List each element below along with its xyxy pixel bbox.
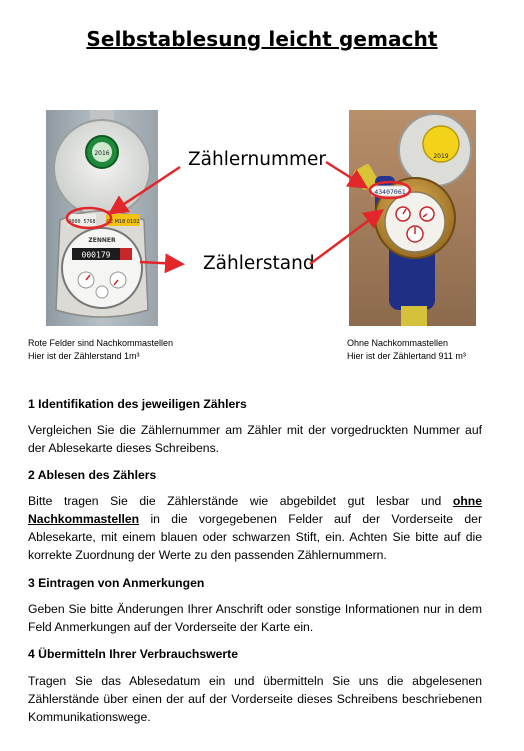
meter-serial-right: 43407061 (374, 188, 406, 196)
caption-left-line-1: Rote Felder sind Nachkommastellen (28, 338, 174, 348)
arrow-to-meter-number-left (112, 167, 180, 212)
arrow-to-meter-number-right (326, 162, 364, 186)
section-3-text: Geben Sie bitte Änderungen Ihrer Anschrift oder sonstige Informationen nur in dem Feld Anmerkungen auf der Vorderseite der Karte ein. (28, 602, 482, 634)
section-4-text: Tragen Sie das Ablesedatum ein und übermitteln Sie uns die abgelesenen Zählerstände über einen der auf der Vorderseite dieses Schreibens beschriebenen Kommunikationswege. (28, 674, 482, 724)
meter-reading-left: 000179 (81, 250, 111, 260)
meter-brand-left: ZENNER (88, 237, 116, 244)
lid-badge-right: 2019 (433, 153, 449, 160)
meter-serial-left: 9000 5768 (68, 219, 96, 225)
section-4-heading: 4 Übermitteln Ihrer Verbrauchswerte (28, 647, 238, 661)
arrow-to-meter-reading-right (310, 212, 380, 264)
meter-number-highlight-right (370, 182, 410, 198)
lid-badge: 2016 (94, 150, 110, 157)
caption-right-line-2: Hier ist der Zählertand 911 m³ (347, 351, 466, 361)
section-3-heading: 3 Eintragen von Anmerkungen (28, 576, 205, 590)
meter-number-highlight-left (67, 208, 111, 228)
meter-stamp-left: CE M18 0102 (106, 219, 140, 225)
section-1-heading: 1 Identifikation des jeweiligen Zählers (28, 397, 247, 411)
meter-number-label: Zählernummer (188, 149, 327, 170)
caption-right-line-1: Ohne Nachkommastellen (347, 338, 449, 348)
meter-reading-label: Zählerstand (203, 253, 315, 274)
caption-left (28, 337, 173, 363)
section-2-text-emphasis: ohne Nachkommastellen (28, 494, 482, 526)
section-2-text-after: in die vorgegebenen Felder auf der Vorderseite der Ablesekarte, mit einem blauen oder schwarzen Stift, ein. Achten Sie bitte auf die korrekte Zuordnung der Werte zu den passenden Zählernummern. (28, 512, 482, 562)
section-1-text: Vergleichen Sie die Zählernummer am Zähler mit der vorgedruckten Nummer auf der Ablesekarte dieses Schreibens. (28, 423, 482, 455)
section-2-text (28, 492, 482, 564)
arrow-to-meter-reading-left (140, 262, 180, 264)
caption-right (347, 337, 466, 363)
section-2-text-before: Bitte tragen Sie die Zählerstände wie abgebildet gut lesbar und (28, 494, 453, 508)
page-title: Selbstablesung leicht gemacht (86, 27, 438, 51)
section-2-heading: 2 Ablesen des Zählers (28, 468, 157, 482)
caption-left-line-2: Hier ist der Zählerstand 1m³ (28, 351, 140, 361)
